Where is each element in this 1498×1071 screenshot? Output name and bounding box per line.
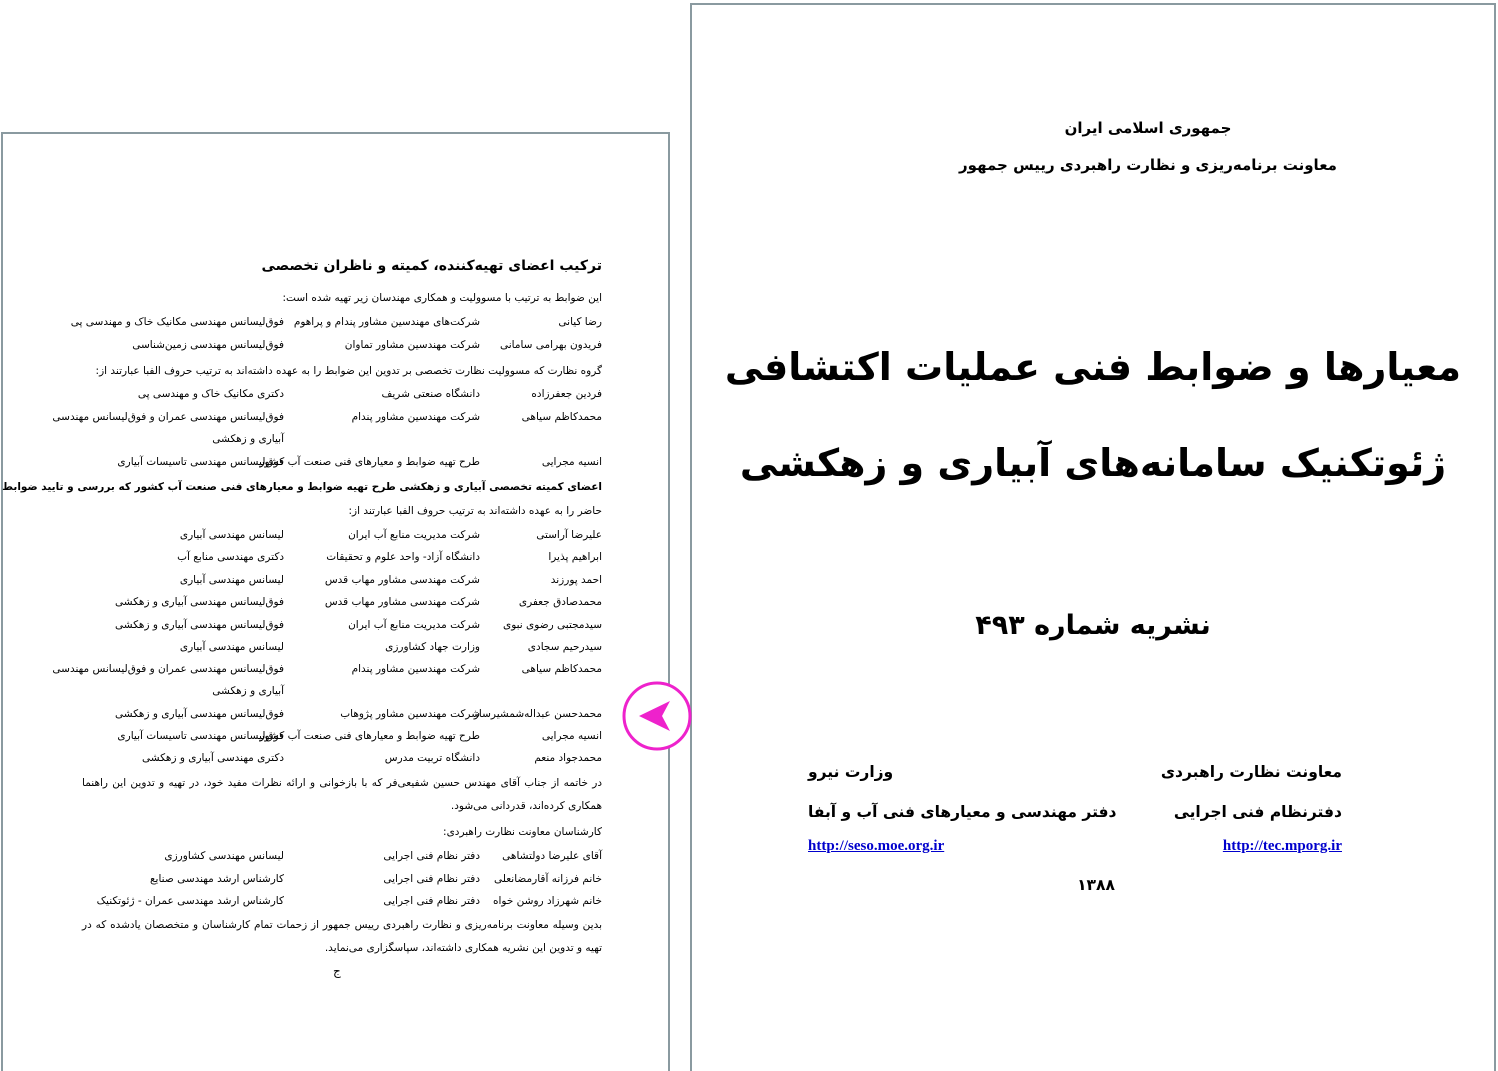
member-org: طرح تهیه ضوابط و معیارهای فنی صنعت آب کشور	[259, 456, 480, 468]
ministry-header: معاونت برنامه‌ریزی و نظارت راهبردی رییس جمهور	[959, 156, 1337, 174]
country-header: جمهوری اسلامی ایران	[1064, 119, 1232, 137]
member-org: شرکت مدیریت منابع آب ایران	[348, 619, 480, 631]
acknowledgement-paragraph: در خاتمه از جناب آقای مهندس حسین شفیعی‌فر که با بازخوانی و ارائه نظرات مفید خود، در تهیه و تدوین این راهنما همکاری کرده‌اند، قدردانی می‌شود.	[82, 777, 602, 812]
member-name: فردین جعفرزاده	[531, 388, 602, 400]
member-degree: کارشناس ارشد مهندسی صنایع	[149, 873, 284, 885]
member-degree: فوق‌لیسانس مهندسی تاسیسات آبیاری	[117, 730, 284, 742]
member-degree: دکتری مهندسی آبیاری و زهکشی	[142, 752, 284, 764]
table-row	[3, 596, 668, 614]
table-row	[3, 850, 668, 868]
member-name: ابراهیم پذیرا	[548, 551, 602, 563]
member-degree: دکتری مکانیک خاک و مهندسی پی	[137, 388, 284, 400]
publisher-link-right[interactable]: http://tec.mporg.ir	[1222, 838, 1342, 854]
member-org: دفتر نظام فنی اجرایی	[383, 895, 480, 907]
table-row-continuation	[3, 685, 668, 703]
experts-intro: کارشناسان معاونت نظارت راهبردی:	[443, 826, 602, 838]
member-degree: فوق‌لیسانس مهندسی عمران و فوق‌لیسانس مهندسی	[52, 663, 284, 675]
member-name: سیدرحیم سجادی	[527, 641, 602, 653]
previous-page-button[interactable]	[622, 681, 692, 751]
member-degree: لیسانس مهندسی آبیاری	[179, 641, 284, 653]
table-row	[3, 873, 668, 891]
table-row	[3, 529, 668, 547]
member-org: شرکت مهندسین مشاور پژوهاب	[340, 708, 480, 720]
right-page	[690, 3, 1496, 1071]
table-row	[3, 730, 668, 748]
member-degree: فوق‌لیسانس مهندسی آبیاری و زهکشی	[115, 596, 284, 608]
member-name: محمدکاظم سیاهی	[521, 411, 602, 423]
closing-paragraph: بدین وسیله معاونت برنامه‌ریزی و نظارت راهبردی رییس جمهور از زحمات تمام کارشناسان و متخصصان یادشده که در تهیه و تدوین این نشریه همکاری داشته‌اند، سپاسگزاری می‌نماید.	[82, 919, 602, 954]
table-row	[3, 456, 668, 474]
publication-year: ۱۳۸۸	[1077, 876, 1115, 894]
member-name: آقای علیرضا دولتشاهی	[502, 850, 602, 862]
committee-intro-continued: حاضر را به عهده داشته‌اند به ترتیب حروف الفبا عبارتند از:	[348, 505, 602, 517]
member-name: محمدکاظم سیاهی	[521, 663, 602, 675]
table-row	[3, 752, 668, 770]
table-row	[3, 316, 668, 334]
member-degree: کارشناس ارشد مهندسی عمران - ژئوتکنیک	[96, 895, 284, 907]
table-row	[3, 574, 668, 592]
member-org: شرکت مهندسین مشاور پندام	[351, 663, 480, 675]
member-org: دفتر نظام فنی اجرایی	[383, 873, 480, 885]
table-row	[3, 619, 668, 637]
table-row	[3, 708, 668, 726]
page-number: ج	[333, 964, 341, 978]
publication-number: نشریه شماره ۴۹۳	[975, 610, 1211, 641]
member-degree: آبیاری و زهکشی	[212, 433, 284, 445]
member-name: محمدجواد منعم	[534, 752, 602, 764]
member-org: دانشگاه صنعتی شریف	[381, 388, 480, 400]
member-degree: فوق‌لیسانس مهندسی تاسیسات آبیاری	[117, 456, 284, 468]
publisher-org-left: وزارت نیرو	[808, 763, 894, 781]
member-org: شرکت مهندسی مشاور مهاب قدس	[324, 574, 480, 586]
member-degree: لیسانس مهندسی آبیاری	[179, 529, 284, 541]
member-name: خانم شهرزاد روشن خواه	[493, 895, 602, 907]
member-degree: فوق‌لیسانس مهندسی مکانیک خاک و مهندسی پی	[70, 316, 284, 328]
table-row	[3, 551, 668, 569]
member-name: رضا کیانی	[558, 316, 602, 328]
member-degree: فوق‌لیسانس مهندسی آبیاری و زهکشی	[115, 619, 284, 631]
member-name: احمد پورزند	[550, 574, 602, 586]
table-row	[3, 641, 668, 659]
table-row	[3, 663, 668, 681]
member-org: دانشگاه تربیت مدرس	[384, 752, 480, 764]
committee-intro: اعضای کمیته تخصصی آبیاری و زهکشی طرح تهیه ضوابط و معیارهای فنی صنعت آب کشور که بررسی و تایید ضوابط	[2, 481, 602, 493]
publisher-office-left: دفتر مهندسی و معیارهای فنی آب و آبفا	[808, 803, 1117, 821]
member-name: فریدون بهرامی سامانی	[499, 339, 602, 351]
member-org: شرکت‌های مهندسین مشاور پندام و پراهوم	[293, 316, 480, 328]
member-name: سیدمجتبی رضوی نبوی	[502, 619, 602, 631]
member-name: علیرضا آراستی	[536, 529, 602, 541]
left-page	[1, 132, 670, 1071]
member-org: شرکت مدیریت منابع آب ایران	[348, 529, 480, 541]
member-org: شرکت مهندسین مشاور پندام	[351, 411, 480, 423]
member-degree: آبیاری و زهکشی	[212, 685, 284, 697]
table-row	[3, 895, 668, 913]
intro-text: این ضوابط به ترتیب با مسوولیت و همکاری مهندسان زیر تهیه شده است:	[282, 292, 602, 304]
publisher-link-left[interactable]: http://seso.moe.org.ir	[808, 838, 945, 854]
member-name: محمدصادق جعفری	[518, 596, 602, 608]
member-degree: لیسانس مهندسی کشاورزی	[164, 850, 284, 862]
member-org: دفتر نظام فنی اجرایی	[383, 850, 480, 862]
member-name: انسیه مجرایی	[541, 456, 602, 468]
member-degree: لیسانس مهندسی آبیاری	[179, 574, 284, 586]
document-title-line2: ژئوتکنیک سامانه‌های آبیاری و زهکشی	[739, 441, 1447, 485]
page-title: ترکیب اعضای تهیه‌کننده، کمیته و ناظران تخصصی	[261, 258, 602, 274]
member-org: وزارت جهاد کشاورزی	[385, 641, 480, 653]
member-org: طرح تهیه ضوابط و معیارهای فنی صنعت آب کشور	[259, 730, 480, 742]
member-org: شرکت مهندسی مشاور مهاب قدس	[324, 596, 480, 608]
supervisors-intro: گروه نظارت که مسوولیت نظارت تخصصی بر تدوین این ضوابط را به عهده داشته‌اند به ترتیب حروف الفبا عبارتند از:	[95, 365, 602, 377]
member-degree: فوق‌لیسانس مهندسی عمران و فوق‌لیسانس مهندسی	[52, 411, 284, 423]
publisher-org-right: معاونت نظارت راهبردی	[1160, 763, 1342, 781]
table-row	[3, 339, 668, 357]
member-org: شرکت مهندسین مشاور تماوان	[344, 339, 480, 351]
document-title-line1: معیارها و ضوابط فنی عملیات اکتشافی	[724, 345, 1462, 389]
member-degree: فوق‌لیسانس مهندسی آبیاری و زهکشی	[115, 708, 284, 720]
table-row-continuation	[3, 433, 668, 451]
table-row	[3, 411, 668, 429]
member-name: انسیه مجرایی	[541, 730, 602, 742]
member-name: خانم فرزانه آقارمضانعلی	[494, 873, 602, 885]
publisher-office-right: دفترنظام فنی اجرایی	[1173, 803, 1342, 821]
member-degree: فوق‌لیسانس مهندسی زمین‌شناسی	[132, 339, 284, 351]
table-row	[3, 388, 668, 406]
member-degree: دکتری مهندسی منابع آب	[177, 551, 284, 563]
member-name: محمدحسن عبداله‌شمشیرساز	[473, 708, 602, 720]
previous-page-arrow-icon	[622, 681, 692, 751]
member-org: دانشگاه آزاد- واحد علوم و تحقیقات	[326, 551, 480, 563]
